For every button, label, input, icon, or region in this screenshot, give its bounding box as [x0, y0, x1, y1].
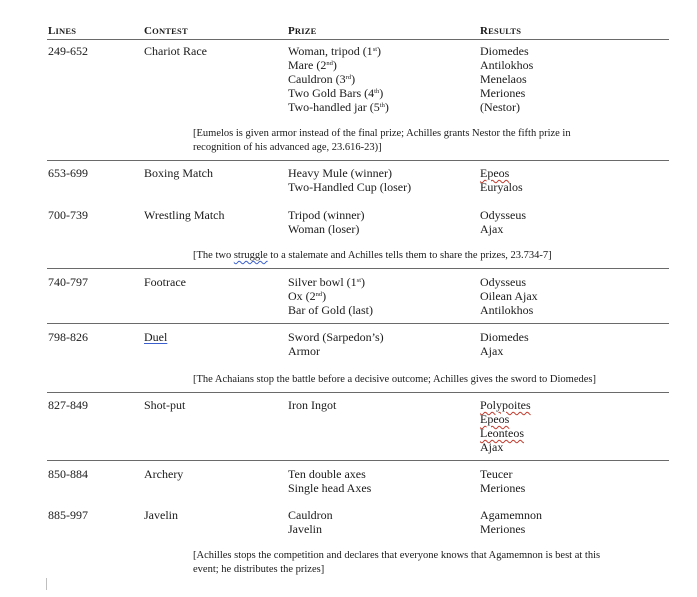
- row-contest: Boxing Match: [144, 166, 213, 180]
- row-contest: Duel: [144, 330, 168, 344]
- prize-item: Woman (loser): [288, 222, 360, 236]
- prize-item: Ten double axes: [288, 467, 366, 481]
- row-contest: Javelin: [144, 508, 178, 522]
- result-item: Meriones: [480, 481, 526, 495]
- row-prizes: [288, 330, 384, 358]
- result-item: Meriones: [480, 522, 526, 536]
- row-lines: 885-997: [48, 508, 88, 522]
- row-results: [480, 398, 531, 454]
- row-contest: Shot-put: [144, 398, 186, 412]
- prize-item: Heavy Mule (winner): [288, 166, 392, 180]
- table-rule: [47, 392, 669, 393]
- prize-item: Javelin: [288, 522, 322, 536]
- row-lines: 700-739: [48, 208, 88, 222]
- header-lines: LINES: [48, 25, 77, 37]
- result-item: Ajax: [480, 344, 504, 358]
- prize-item: Cauldron: [288, 508, 333, 522]
- prize-item: Bar of Gold (last): [288, 303, 373, 317]
- header-results: RESULTS: [480, 25, 522, 37]
- row-lines: 653-699: [48, 166, 88, 180]
- row-results: [480, 208, 526, 236]
- table-rule: [47, 323, 669, 324]
- row-lines: 249-652: [48, 44, 88, 58]
- row-prizes: [288, 508, 333, 536]
- row-note: [The two struggle to a stalemate and Achilles tells them to share the prizes, 23.734-7]: [193, 250, 552, 261]
- row-contest: Wrestling Match: [144, 208, 225, 222]
- result-item: Odysseus: [480, 208, 527, 222]
- result-item: (Nestor): [480, 100, 520, 114]
- row-contest: Chariot Race: [144, 44, 207, 58]
- row-results: [480, 330, 529, 358]
- row-note: [Eumelos is given armor instead of the final prize; Achilles grants Nestor the fifth prize in recognition of his advanced age, 23.616-23)]: [193, 128, 571, 153]
- row-prizes: [288, 467, 371, 495]
- row-prizes: [288, 44, 389, 114]
- prize-item: Iron Ingot: [288, 398, 337, 412]
- row-lines: 798-826: [48, 330, 88, 344]
- prize-item: Two Gold Bars (4th): [288, 86, 384, 100]
- result-item: Diomedes: [480, 44, 529, 58]
- prize-item: Two-handled jar (5th): [288, 100, 389, 114]
- result-item: Epeos: [480, 166, 510, 180]
- row-contest: Archery: [144, 467, 184, 481]
- row-results: [480, 508, 542, 536]
- result-item: Euryalos: [480, 180, 523, 194]
- result-item: Polypoites: [480, 398, 531, 412]
- prize-item: Woman, tripod (1st): [288, 44, 382, 58]
- row-results: [480, 166, 523, 194]
- result-item: Diomedes: [480, 330, 529, 344]
- result-item: Oilean Ajax: [480, 289, 538, 303]
- grammar-mark: struggle: [233, 250, 268, 261]
- row-prizes: [288, 398, 336, 412]
- table-rule: [47, 39, 669, 40]
- table-rule: [47, 460, 669, 461]
- prize-item: Cauldron (3rd): [288, 72, 356, 86]
- result-item: Antilokhos: [480, 58, 534, 72]
- result-item: Antilokhos: [480, 303, 534, 317]
- result-item: Epeos: [480, 412, 510, 426]
- prize-item: Ox (2nd): [288, 289, 327, 303]
- prize-item: Armor: [288, 344, 320, 358]
- result-item: Leonteos: [480, 426, 524, 440]
- header-prize: PRIZE: [288, 25, 317, 37]
- row-lines: 740-797: [48, 275, 88, 289]
- row-lines: 827-849: [48, 398, 88, 412]
- prize-item: Single head Axes: [288, 481, 372, 495]
- prize-item: Silver bowl (1st): [288, 275, 366, 289]
- result-item: Teucer: [480, 467, 513, 481]
- row-note: [Achilles stops the competition and declares that everyone knows that Agamemnon is best at this event; he distributes the prizes]: [193, 550, 601, 575]
- prize-item: Two-Handled Cup (loser): [288, 180, 412, 194]
- row-prizes: [288, 166, 411, 194]
- row-results: [480, 44, 533, 114]
- row-prizes: [288, 208, 365, 236]
- result-item: Odysseus: [480, 275, 527, 289]
- row-results: [480, 275, 538, 317]
- result-item: Ajax: [480, 440, 504, 454]
- row-note: [The Achaians stop the battle before a decisive outcome; Achilles gives the sword to Diomedes]: [193, 374, 596, 385]
- header-contest: CONTEST: [144, 25, 188, 37]
- row-contest: Footrace: [144, 275, 186, 289]
- table-rule: [47, 268, 669, 269]
- margin-marker: [46, 578, 47, 590]
- result-item: Ajax: [480, 222, 504, 236]
- result-item: Menelaos: [480, 72, 527, 86]
- result-item: Meriones: [480, 86, 526, 100]
- row-lines: 850-884: [48, 467, 88, 481]
- prize-item: Mare (2nd): [288, 58, 337, 72]
- table-rule: [47, 160, 669, 161]
- row-prizes: [288, 275, 373, 317]
- result-item: Agamemnon: [480, 508, 542, 522]
- prize-item: Sword (Sarpedon’s): [288, 330, 384, 344]
- prize-item: Tripod (winner): [288, 208, 365, 222]
- row-results: [480, 467, 525, 495]
